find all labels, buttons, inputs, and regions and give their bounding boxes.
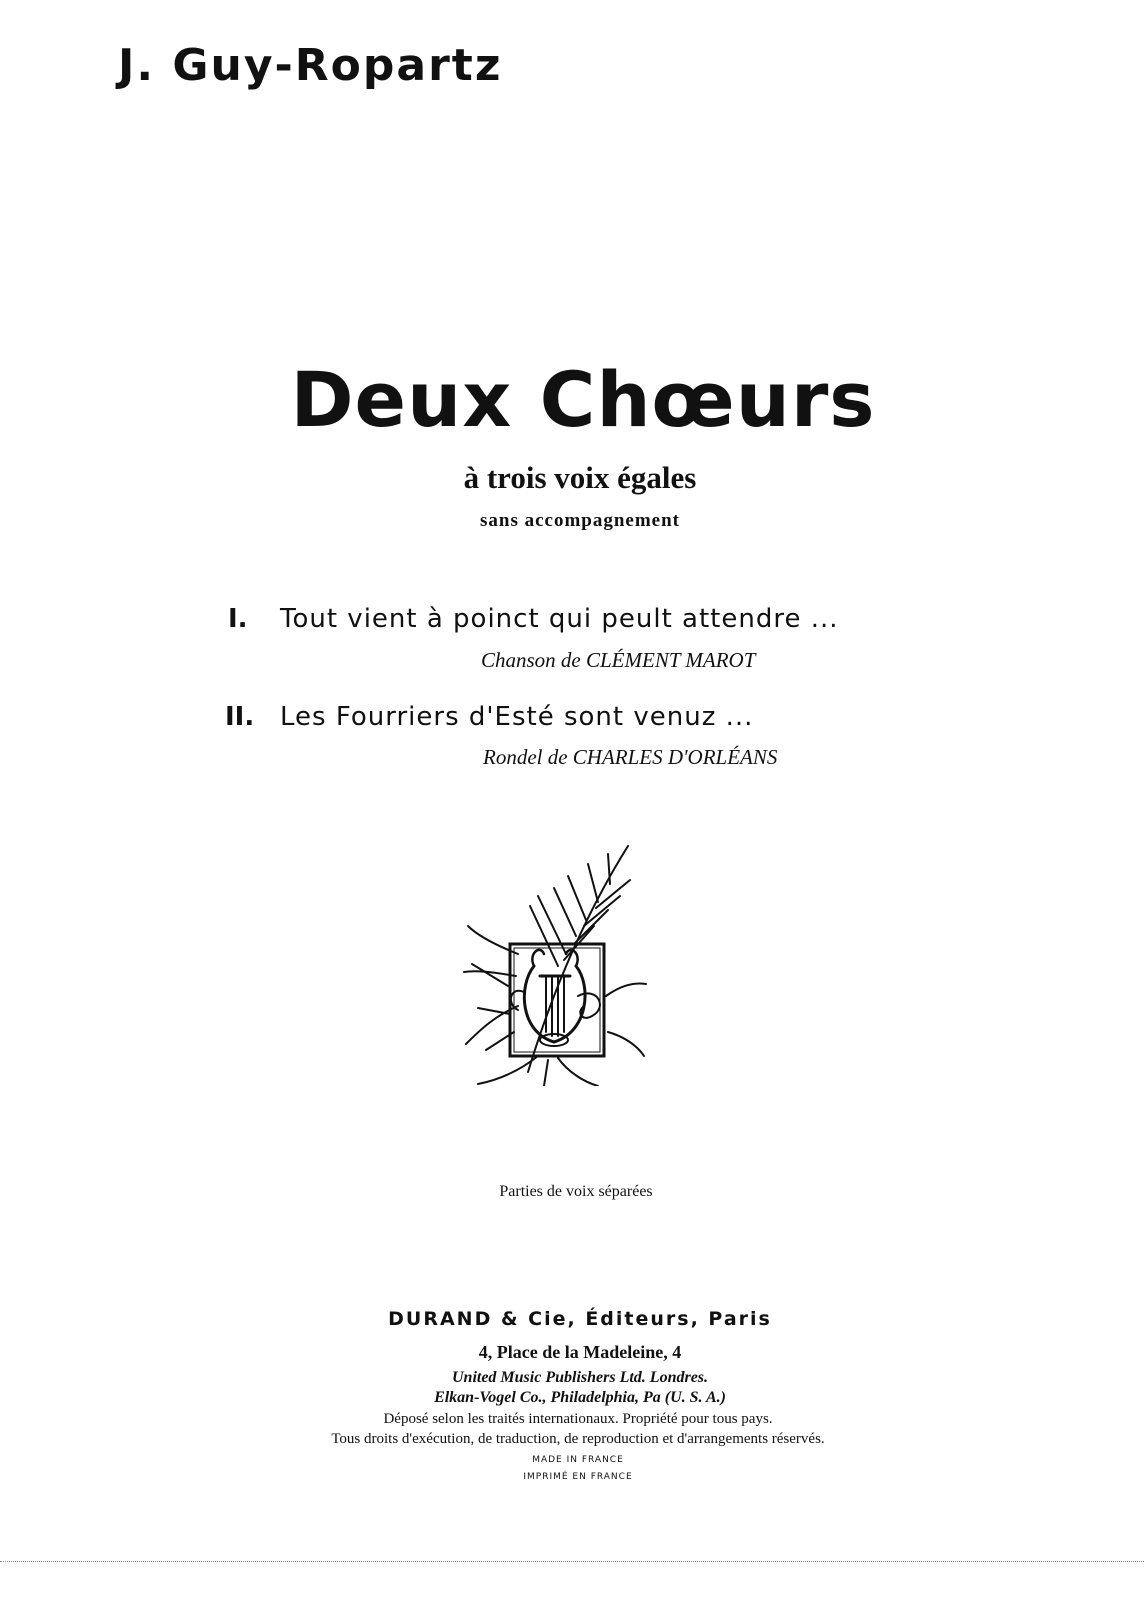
printed-in-label: IMPRIMÉ EN FRANCE [523, 1472, 633, 1482]
piece-2-number: II. [225, 702, 255, 732]
composer-name: J. Guy-Ropartz [118, 40, 503, 91]
piece-1-source: Chanson de CLÉMENT MAROT [481, 648, 756, 672]
parts-note: Parties de voix séparées [499, 1183, 653, 1200]
piece-2-title: Les Fourriers d'Esté sont venuz ... [280, 702, 754, 732]
subtitle: à trois voix égales [463, 460, 697, 495]
publisher-address: 4, Place de la Madeleine, 4 [478, 1342, 682, 1362]
legal-notice-2: Tous droits d'exécution, de traduction, de reproduction et d'arrangements réservés. [331, 1431, 825, 1447]
piece-2-source: Rondel de CHARLES D'ORLÉANS [483, 745, 778, 769]
legal-notice-1: Déposé selon les traités internationaux. Propriété pour tous pays. [383, 1411, 773, 1427]
piece-1-number: I. [228, 604, 248, 634]
made-in-label: MADE IN FRANCE [532, 1455, 624, 1465]
sub-subtitle: sans accompagnement [479, 510, 681, 531]
publisher-name: DURAND & Cie, Éditeurs, Paris [388, 1308, 772, 1330]
agent-london: United Music Publishers Ltd. Londres. [451, 1369, 709, 1386]
agent-usa: Elkan-Vogel Co., Philadelphia, Pa (U. S. A.) [434, 1389, 726, 1406]
piece-1-title: Tout vient à poinct qui peult attendre ... [280, 604, 839, 634]
bottom-divider [0, 1561, 1144, 1562]
page-title: Deux Chœurs [290, 355, 876, 444]
lyre-with-laurel-icon [458, 836, 650, 1086]
